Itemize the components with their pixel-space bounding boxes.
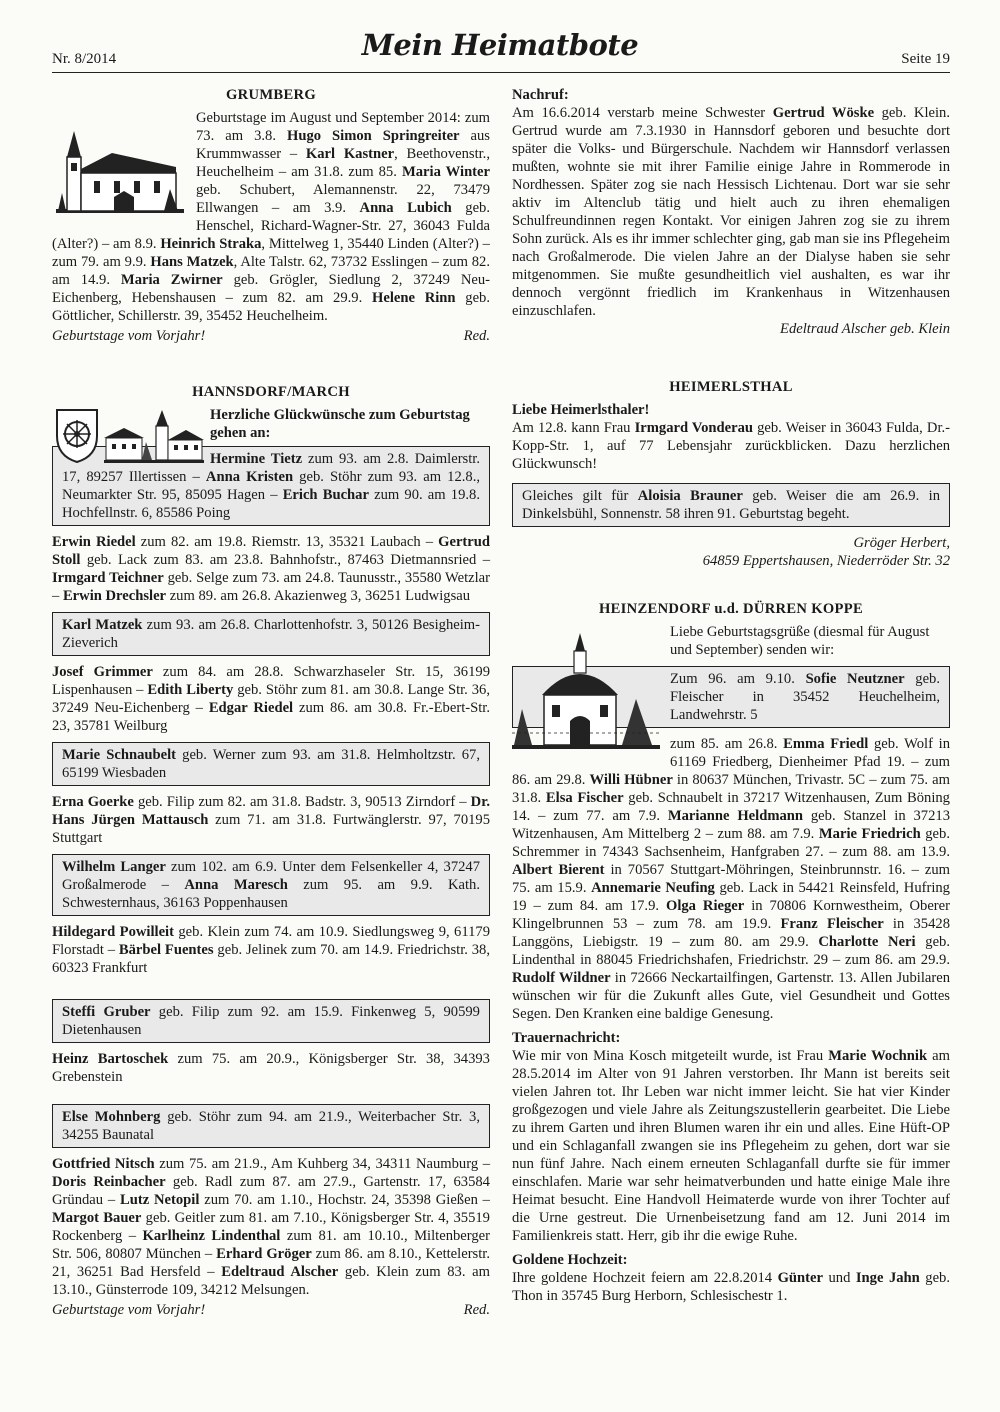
person-name: Heinz Bartoschek (52, 1051, 169, 1067)
hannsdorf-section (52, 383, 490, 1319)
person-name: Hans Matzek (150, 254, 234, 270)
text-run: zum 84. am 28.8. Schwarzhaseler Str. 15, 36199 Lispenhausen – (52, 664, 490, 698)
grumberg-footer (52, 327, 490, 345)
text-run: geb. Jelinek zum 70. am 14.9. Friedrichstr. 38, 60323 Frankfurt (52, 942, 490, 976)
text-run: zum 71. am 31.8. Furtwänglerstr. 97, 70195 Stuttgart (52, 812, 491, 846)
person-name: Gottfried Nitsch (52, 1156, 155, 1172)
text-run: Zum 96. am 9.10. (670, 671, 806, 687)
hannsdorf-box-4 (52, 854, 490, 916)
text-run: aus Krummwasser – (196, 128, 490, 162)
text-run: zum 75. am 20.9., Königsberger Str. 38, 34393 Grebenstein (52, 1051, 490, 1085)
section-spacer (52, 345, 490, 383)
trauer-text (512, 1047, 950, 1245)
heimerlsthal-box (512, 483, 950, 527)
person-name: Erwin Riedel (52, 534, 136, 550)
text-run: geb. Henschel, Richard-Wagner-Str. 27, 36043 Fulda (Alter?) – am 8.9. (52, 200, 490, 252)
person-name: Emma Friedl (783, 736, 869, 752)
person-name: Helene Rinn (372, 290, 456, 306)
trauer-section (512, 1029, 950, 1245)
hannsdorf-para-4 (52, 923, 490, 977)
person-name: Maria Zwirner (120, 272, 223, 288)
person-name: Inge Jahn (855, 1270, 920, 1286)
heinzendorf-section (512, 600, 950, 1023)
person-name: Elsa Fischer (545, 790, 624, 806)
person-name: Marianne Heldmann (667, 808, 804, 824)
text-run: geb. Weiser die am 26.9. in Dinkelsbühl, Sonnenstr. 58 ihren 91. Geburtstag begeht. (522, 488, 941, 522)
person-name: Franz Fleischer (780, 916, 884, 932)
hannsdorf-para-2 (52, 663, 490, 735)
text-run: , Mittelweg 1, 35440 Linden (Alter?) – zum 79. am 9.9. (52, 236, 490, 270)
text-run: zum 86. am 30.8. Fr.-Ebert-Str. 23, 35781 Weilburg (52, 700, 490, 734)
text-run: in 80637 München, Trivastr. 5C – zum 75. am 31.8. (512, 772, 950, 806)
text-run: Am 12.8. kann Frau (512, 420, 635, 436)
hannsdorf-note: Geburtstage vom Vorjahr! (52, 1302, 206, 1318)
person-name: Wilhelm Langer (62, 859, 166, 875)
text-run: und (822, 1270, 856, 1286)
grumberg-note: Geburtstage vom Vorjahr! (52, 328, 206, 344)
hannsdorf-illustrations (52, 406, 204, 464)
hannsdorf-para-5 (52, 1050, 490, 1086)
person-name: Olga Rieger (665, 898, 745, 914)
text-run: zum 75. am 21.9., Am Kuhberg 34, 34311 Naumburg – (154, 1156, 490, 1172)
hannsdorf-sign: Red. (463, 1302, 490, 1318)
person-name: Steffi Gruber (62, 1004, 151, 1020)
text-run: zum 95. am 9.9. Kath. Schwesternhaus, 36163 Poppenhausen (62, 877, 480, 911)
heinzendorf-heading: HEINZENDORF u.d. DÜRREN KOPPE (599, 601, 863, 617)
grumberg-heading: GRUMBERG (226, 87, 316, 103)
text-run: geb. Werner zum 93. am 31.8. Helmholtzstr. 67, 65199 Wiesbaden (62, 747, 480, 781)
text-run: geb. Klein zum 83. am 13.10., Günsterrode 109, 34212 Melsungen. (52, 1264, 490, 1298)
text-run: geb. Schnaubelt in 37217 Witzenhausen, Zum Böning 14. – zum 77. am 7.9. (512, 790, 950, 824)
heinzendorf-intro: Liebe Geburtstagsgrüße (diesmal für August und September) senden wir: (670, 624, 930, 658)
person-name: Erhard Gröger (216, 1246, 312, 1262)
text-run: zum 70. am 1.10., Hochstr. 24, 35398 Gießen – (199, 1192, 490, 1208)
person-name: Rudolf Wildner (512, 970, 611, 986)
village-illustration (104, 408, 204, 464)
person-name: Hugo Simon Springreiter (286, 128, 460, 144)
person-name: Karlheinz Lindenthal (142, 1228, 281, 1244)
hannsdorf-footer (52, 1301, 490, 1319)
person-name: Anna Kristen (205, 469, 294, 485)
grumberg-section (52, 86, 490, 345)
heimerlsthal-sign-name: Gröger Herbert, (853, 535, 950, 551)
text-run: , Alte Talstr. 62, 73732 Esslingen – zum 82. am 14.9. (52, 254, 490, 288)
text-run: geb. Schubert, Alemannenstr. 22, 73479 Ellwangen – am 3.9. (196, 182, 490, 216)
text-run: geb. Lack zum 83. am 23.8. Bahnhofstr., 87463 Dietmannsried – (80, 552, 490, 568)
hannsdorf-heading: HANNSDORF/MARCH (192, 384, 350, 400)
newspaper-title: Mein Heimatbote (361, 28, 639, 62)
text-run: geb. Stöhr zum 81. am 30.8. Lange Str. 36, 37249 Neu-Eichenberg – (52, 682, 490, 716)
text-run: geb. Wolf in 61169 Friedberg, Dienheimer Pfad 19. – zum 86. am 29.8. (512, 736, 950, 788)
text-run: geb. Lindenthal in 88045 Friedrichshafen, Friedrichstr. 29 – zum 86. am 29.9. (512, 934, 950, 968)
grumberg-sign: Red. (463, 328, 490, 344)
person-name: Marie Friedrich (818, 826, 921, 842)
text-run: geb. Schremmer in 74343 Sachsenheim, Hanfgraben 27. – zum 88. am 13.9. (512, 826, 950, 860)
person-name: Günter (777, 1270, 823, 1286)
right-column (512, 86, 950, 1305)
nachruf-section (512, 86, 950, 338)
person-name: Gertrud Wöske (772, 105, 875, 121)
section-spacer (512, 338, 950, 378)
text-run: zum 93. am 26.8. Charlottenhofstr. 3, 50126 Besigheim-Zieverich (62, 617, 480, 651)
nachruf-text (512, 104, 950, 320)
person-name: Marie Schnaubelt (62, 747, 176, 763)
header-rule (52, 72, 950, 73)
hannsdorf-box-6 (52, 1104, 490, 1148)
person-name: Else Mohnberg (62, 1109, 161, 1125)
person-name: Josef Grimmer (52, 664, 153, 680)
text-run: geb. Klein. Gertrud wurde am 7.3.1930 in Hannsdorf geboren und besuchte dort später die Volks- und Bürgerschule. Nachdem wir Hannsdorf verlassen mußten, wohnte sie mit ihrer Familie einige Jahre in Rommerode in Nordhessen. Später zog sie nach Hessisch Lichtenau. Dort war sie sehr aktiv im Altenclub tätig und hielt auch zu ihren ehemaligen Schulfreundinnen regen Kontakt. Vor einigen Jahren zog sie zu ihrem Sohn zurück. Als es ihr immer schlechter ging, gab man sie ins Pflegeheim nach Großalmerode. Die vielen Jahre an der Dialyse haben sie sehr mitgenommen. Sie mußte gesundheitlich viel aushalten, es war ihr dennoch vergönnt friedlich im Krankenhaus in Witzenhausen einzuschlafen. (512, 105, 950, 319)
person-name: Edgar Riedel (208, 700, 294, 716)
hannsdorf-para-1 (52, 533, 490, 605)
person-name: Heinrich Straka (160, 236, 262, 252)
person-name: Charlotte Neri (818, 934, 916, 950)
text-run: geb. Thon in 35745 Burg Herborn, Schlesischestr 1. (512, 1270, 950, 1304)
person-name: Maria Winter (401, 164, 490, 180)
text-run: Ihre goldene Hochzeit feiern am 22.8.2014 (512, 1270, 778, 1286)
hochzeit-text (512, 1269, 950, 1305)
heimerlsthal-heading: HEIMERLSTHAL (669, 379, 793, 395)
person-name: Marie Wochnik (828, 1048, 928, 1064)
person-name: Dr. Hans Jürgen Mattausch (52, 794, 490, 828)
page-number: Seite 19 (901, 51, 950, 67)
text-run: , Beethovenstr., Heuchelheim – am 31.8. zum 85. (196, 146, 490, 180)
person-name: Albert Bierent (512, 862, 605, 878)
hannsdorf-para-3 (52, 793, 490, 847)
text-run: am 28.5.2014 im Alter von 91 Jahren verstorben. Ihr Mann ist bereits seit vielen Jahren tot. Ihr Leben war nicht immer leicht. Sie hat vier Kinder großgezogen und viele Jahre als Zeitungszustellerin gearbeitet. Die Liebe zu ihrem Garten und ihren Blumen waren ihr ein und alles. Eine Hüft-OP und ein Schlaganfall zwangen sie ins Pflegeheim zu gehen, dort war sie nun fünf Jahre. Nach einem erneuten Schlaganfall durfte sie für immer einschlafen. Marie war sehr heimatverbunden und hatte einige Male ihre Heimat besucht. Eine Handvoll Heimaterde wurde von ihrer Tochter auf die Urne gestreut. Die Urnenbeisetzung fand am 12. Juni 2014 im Familienkreis statt. Herr, gib ihr die ewige Ruhe. (512, 1048, 950, 1244)
nachruf-heading: Nachruf: (512, 87, 569, 103)
heimerlsthal-text (512, 419, 950, 473)
text-run: geb. Stanzel in 37213 Witzenhausen, Am Mittelberg 2 – zum 88. am 7.9. (512, 808, 950, 842)
heimerlsthal-greeting: Liebe Heimerlsthaler! (512, 402, 650, 418)
person-name: Karl Matzek (62, 617, 143, 633)
person-name: Gertrud Stoll (52, 534, 490, 568)
text-run: zum 89. am 26.8. Akazienweg 3, 36251 Ludwigsau (166, 588, 471, 604)
text-run: geb. Geitler zum 81. am 7.10., Königsberger Str. 4, 35519 Rockenberg – (52, 1210, 490, 1244)
person-name: Annemarie Neufing (591, 880, 715, 896)
person-name: Lutz Netopil (120, 1192, 200, 1208)
person-name: Karl Kastner (305, 146, 395, 162)
left-column (52, 86, 490, 1319)
text-run: zum 102. am 6.9. Unter dem Felsenkeller 4, 37247 Großalmerode – (62, 859, 481, 893)
text-run: zum 85. am 26.8. (670, 736, 784, 752)
person-name: Bärbel Fuentes (118, 942, 214, 958)
text-run: geb. Weiser in 36043 Fulda, Dr.-Kopp-Str. 1, auf 77 Lebensjahr zurückblicken. Dazu herzlichen Glückwunsch! (512, 420, 951, 472)
hannsdorf-intro: Herzliche Glückwünsche zum Geburtstag gehen an: (210, 407, 470, 441)
trauer-heading: Trauernachricht: (512, 1030, 621, 1046)
person-name: Irmgard Teichner (52, 570, 164, 586)
text-run: geb. Lack in 54421 Reinsfeld, Hufring 19 – zum 84. am 17.9. (512, 880, 950, 914)
text-run: geb. Grögler, Siedlung 2, 37249 Neu-Eichenberg, Hebenshausen – zum 82. am 29.9. (52, 272, 490, 306)
hochzeit-section (512, 1251, 950, 1305)
heimerlsthal-sign-address: 64859 Eppertshausen, Niederröder Str. 32 (702, 553, 950, 569)
hannsdorf-box-5 (52, 999, 490, 1043)
text-run: Wie mir von Mina Kosch mitgeteilt wurde, ist Frau (512, 1048, 829, 1064)
person-name: Erna Goerke (52, 794, 134, 810)
text-run: geb. Stöhr zum 94. am 21.9., Weiterbacher Str. 3, 34255 Baunatal (62, 1109, 480, 1143)
person-name: Margot Bauer (52, 1210, 142, 1226)
text-run: in 35428 Langgöns, Liebigstr. 19 – zum 80. am 29.9. (512, 916, 950, 950)
text-run: in 70567 Stuttgart-Möhringen, Steinbrunnstr. 16. – zum 75. am 15.9. (512, 862, 950, 896)
nachruf-sign: Edeltraud Alscher geb. Klein (780, 321, 950, 337)
text-run: geb. Göttlicher, Schillerstr. 39, 35452 Heuchelheim. (52, 290, 490, 324)
person-name: Sofie Neutzner (805, 671, 905, 687)
hochzeit-heading: Goldene Hochzeit: (512, 1252, 628, 1268)
text-run: geb. Filip zum 82. am 31.8. Badstr. 3, 90513 Zirndorf – (133, 794, 471, 810)
text-run: geb. Selge zum 73. am 24.8. Taunusstr., 35580 Wetzlar – (52, 570, 490, 604)
person-name: Aloisia Brauner (637, 488, 743, 504)
text-run: Am 16.6.2014 verstarb meine Schwester (512, 105, 773, 121)
church-illustration (54, 123, 186, 217)
hannsdorf-box-2 (52, 612, 490, 656)
chapel-illustration (512, 629, 660, 757)
text-run: in 72666 Neckartailfingen, Gartenstr. 13. Allen Jubilaren wünschen wir für die Zukunft alles Gute, viel Gesundheit und Gottes Segen. Den Kranken eine baldige Genesung. (512, 970, 951, 1022)
coat-of-arms-emblem (52, 406, 102, 464)
text-run: zum 86. am 8.10., Kettelerstr. 21, 36251 Bad Hersfeld – (52, 1246, 490, 1280)
person-name: Erwin Drechsler (62, 588, 167, 604)
text-run: zum 93. am 2.8. Daimlerstr. 17, 89257 Illertissen – (62, 451, 480, 485)
heimerlsthal-section (512, 378, 950, 570)
person-name: Willi Hübner (589, 772, 673, 788)
section-spacer (512, 570, 950, 600)
hannsdorf-box-3 (52, 742, 490, 786)
text-run: zum 82. am 19.8. Riemstr. 13, 35321 Laubach – (135, 534, 439, 550)
text-run: geb. Radl zum 87. am 27.9., Gartenstr. 17, 63584 Gründau – (52, 1174, 490, 1208)
heinzendorf-text (512, 735, 950, 1023)
person-name: Anna Maresch (184, 877, 288, 893)
text-run: zum 81. am 10.10., Miltenberger Str. 506, 80807 München – (52, 1228, 491, 1262)
text-run: geb. Stöhr zum 93. am 12.8., Neumarkter Str. 95, 85095 Hagen – (62, 469, 480, 503)
person-name: Erich Buchar (282, 487, 369, 503)
text-run: geb. Fleischer in 35452 Heuchelheim, Landwehrstr. 5 (670, 671, 940, 723)
hannsdorf-para-6 (52, 1155, 490, 1299)
issue-number: Nr. 8/2014 (52, 51, 117, 67)
person-name: Edith Liberty (147, 682, 234, 698)
text-run: Gleiches gilt für (522, 488, 638, 504)
person-name: Hildegard Powilleit (52, 924, 174, 940)
person-name: Doris Reinbacher (52, 1174, 166, 1190)
person-name: Irmgard Vonderau (634, 420, 754, 436)
text-run: geb. Klein zum 74. am 10.9. Siedlungsweg 9, 61179 Florstadt – (52, 924, 490, 958)
text-run: zum 90. am 19.8. Hochfellnstr. 6, 85586 Poing (62, 487, 480, 521)
text-run: Geburtstage im August und September 2014: zum 73. am 3.8. (196, 110, 490, 144)
person-name: Anna Lubich (359, 200, 452, 216)
person-name: Hermine Tietz (210, 451, 303, 467)
person-name: Edeltraud Alscher (221, 1264, 339, 1280)
text-run: geb. Filip zum 92. am 15.9. Finkenweg 5, 90599 Dietenhausen (62, 1004, 480, 1038)
text-run: in 70806 Kornwestheim, Oberer Klingelbrunnen 53 – zum 78. am 19.9. (512, 898, 950, 932)
